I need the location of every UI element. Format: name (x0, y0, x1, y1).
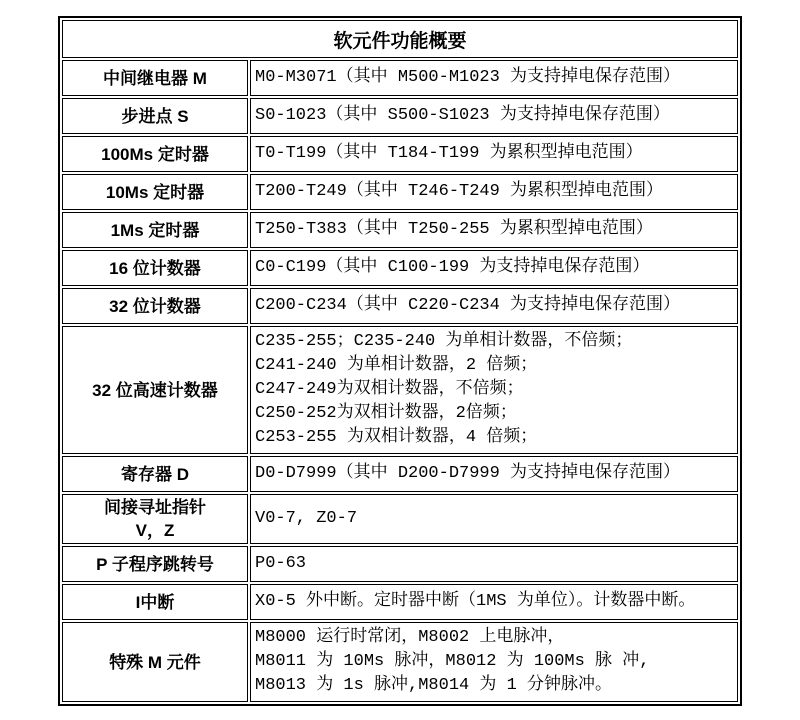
row-description-text: M0-M3071（其中 M500-M1023 为支持掉电保存范围） (255, 68, 681, 87)
table-title: 软元件功能概要 (62, 20, 738, 58)
row-description (250, 98, 738, 134)
row-label (62, 212, 248, 248)
table-row (62, 98, 738, 134)
row-description (250, 456, 738, 492)
row-label-text: 10Ms 定时器 (105, 182, 205, 202)
row-description (250, 250, 738, 286)
table-row (62, 212, 738, 248)
row-description-text: T250-T383（其中 T250-255 为累积型掉电范围） (255, 220, 653, 239)
row-label-text: 16 位计数器 (109, 258, 201, 278)
row-description (250, 326, 738, 454)
table-row (62, 546, 738, 582)
table-title-row (62, 20, 738, 58)
description-line: M8000 运行时常闭，M8002 上电脉冲， (255, 628, 565, 647)
table-row (62, 288, 738, 324)
row-label-text: V，Z (135, 521, 175, 540)
table-row (62, 136, 738, 172)
row-description-text: C0-C199（其中 C100-199 为支持掉电保存范围） (255, 258, 650, 277)
table-row (62, 622, 738, 702)
row-description (250, 584, 738, 620)
description-line: C253-255 为双相计数器，4 倍频； (255, 428, 538, 447)
description-line: C250-252为双相计数器，2倍频； (255, 404, 517, 423)
row-label (62, 174, 248, 210)
row-label-text: 32 位高速计数器 (92, 380, 218, 400)
row-description (250, 136, 738, 172)
row-description-text: D0-D7999（其中 D200-D7999 为支持掉电保存范围） (255, 464, 681, 483)
row-description (250, 174, 738, 210)
table-row (62, 60, 738, 96)
row-label-text: 特殊 M 元件 (109, 652, 201, 672)
row-label (62, 60, 248, 96)
row-label-text: 间接寻址指针 (104, 498, 206, 517)
description-line: C241-240 为单相计数器，2 倍频； (255, 356, 538, 375)
row-label-text: 1Ms 定时器 (110, 220, 200, 240)
row-label (62, 622, 248, 702)
row-description-text: S0-1023（其中 S500-S1023 为支持掉电保存范围） (255, 106, 670, 125)
row-description (250, 60, 738, 96)
row-label-text: 100Ms 定时器 (101, 144, 209, 164)
description-line: C247-249为双相计数器，不倍频； (255, 380, 524, 399)
row-description (250, 546, 738, 582)
row-label (62, 494, 248, 544)
row-description-text: T200-T249（其中 T246-T249 为累积型掉电范围） (255, 182, 664, 201)
row-label-text: 中间继电器 M (103, 68, 207, 88)
table-row (62, 456, 738, 492)
row-label-text: P 子程序跳转号 (96, 554, 214, 574)
feature-summary-table (58, 16, 742, 706)
description-line: M8011 为 10Ms 脉冲，M8012 为 100Ms 脉 冲, (255, 652, 650, 671)
description-line: C235-255；C235-240 为单相计数器，不倍频； (255, 332, 633, 351)
table-row (62, 494, 738, 544)
row-label (62, 288, 248, 324)
row-label (62, 584, 248, 620)
row-description-text: V0-7, Z0-7 (255, 509, 358, 528)
row-label (62, 546, 248, 582)
table-row (62, 326, 738, 454)
table-row (62, 174, 738, 210)
row-description (250, 212, 738, 248)
row-label (62, 98, 248, 134)
row-description-text: X0-5 外中断。定时器中断（1MS 为单位）。计数器中断。 (255, 592, 696, 611)
row-label (62, 250, 248, 286)
row-description (250, 288, 738, 324)
row-label (62, 456, 248, 492)
row-description (250, 622, 738, 702)
table-row (62, 250, 738, 286)
row-label-text: I中断 (135, 592, 175, 612)
row-label-text: 32 位计数器 (109, 296, 201, 316)
row-label-text: 寄存器 D (121, 464, 189, 484)
description-line: M8013 为 1s 脉冲,M8014 为 1 分钟脉冲。 (255, 676, 613, 695)
row-description-text: T0-T199（其中 T184-T199 为累积型掉电范围） (255, 144, 643, 163)
table-row (62, 584, 738, 620)
row-label (62, 326, 248, 454)
row-description-text: C200-C234（其中 C220-C234 为支持掉电保存范围） (255, 296, 681, 315)
row-description (250, 494, 738, 544)
row-label (62, 136, 248, 172)
row-description-text: P0-63 (255, 554, 307, 573)
row-label-text: 步进点 S (121, 106, 189, 126)
